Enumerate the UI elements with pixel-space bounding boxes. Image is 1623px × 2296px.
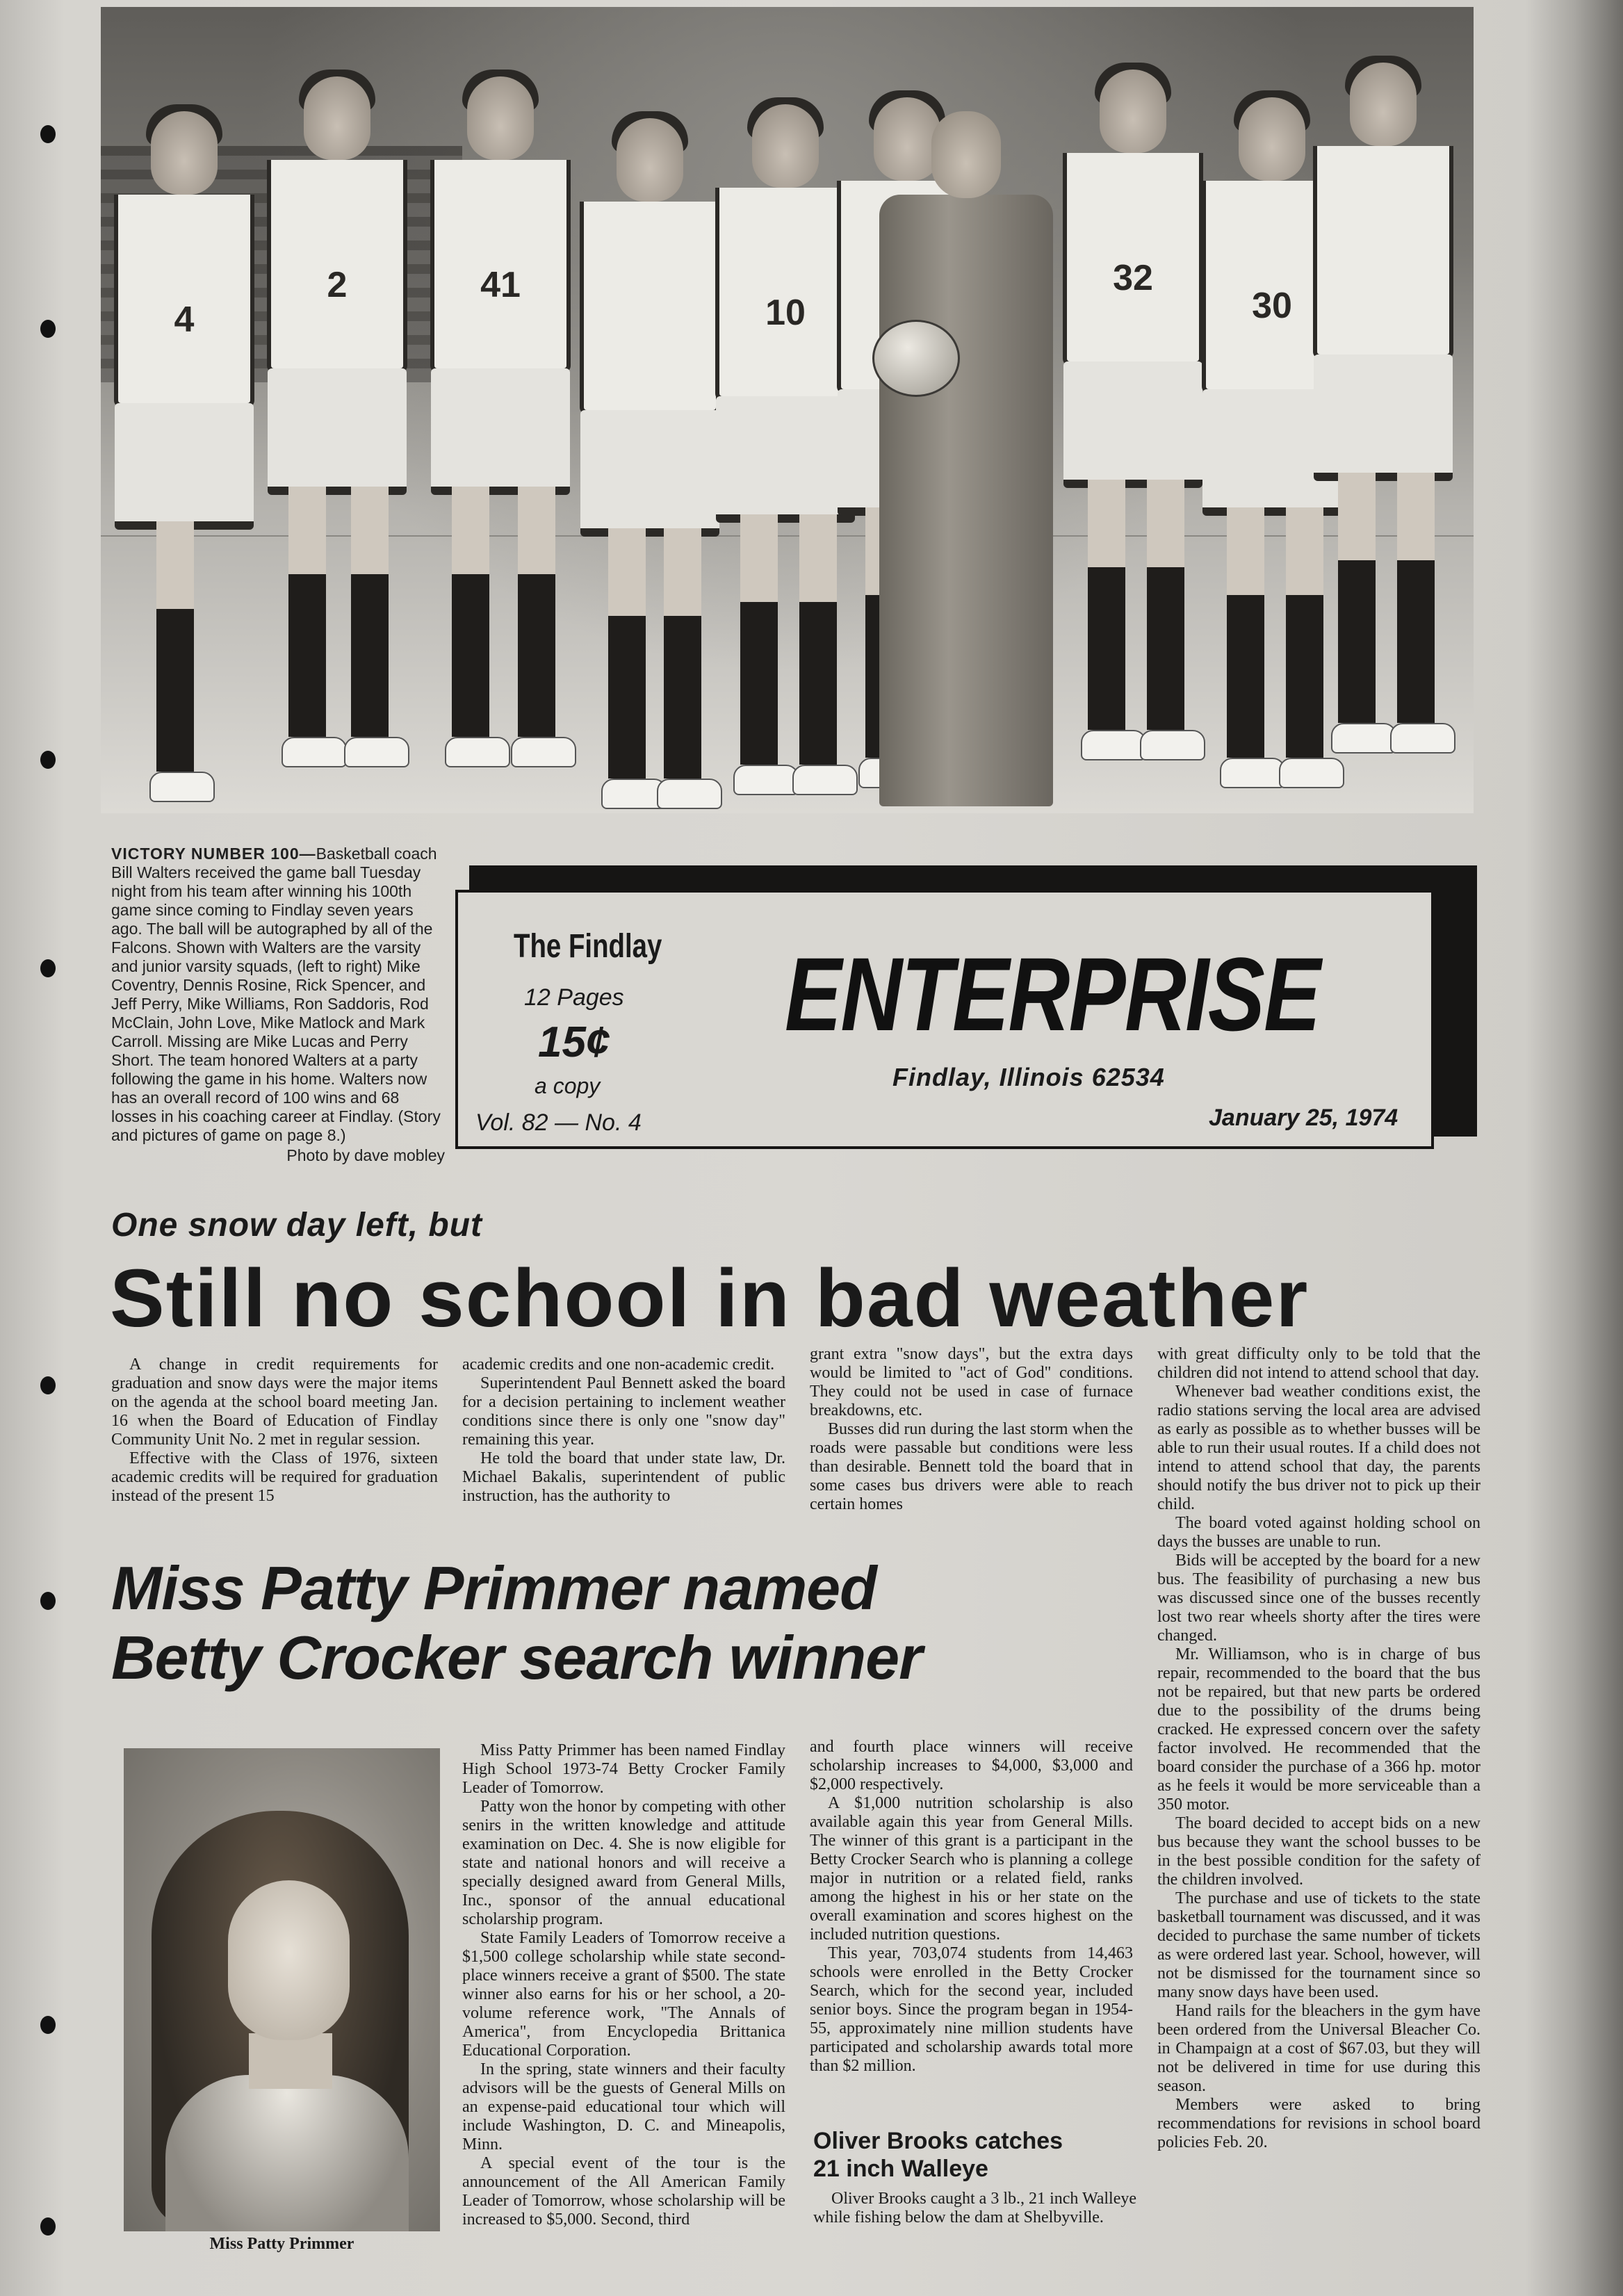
paragraph: Bids will be accepted by the board for a new bus. The feasibility of purchasing a new bus was discussed since one of the busses recently lost two rear wheels shorty after the tires were changed. bbox=[1157, 1552, 1481, 1645]
jersey-number: 2 bbox=[327, 265, 348, 305]
paragraph: Patty won the honor by competing with other senirs in the written knowledge and attitude examination on Dec. 4. She is now eligible for state and national honors and will receive a specially designed award from General Mills, Inc., sponsor of the annual educational scholarship program. bbox=[462, 1798, 785, 1928]
paragraph: Hand rails for the bleachers in the gym have been ordered from the Universal Bleacher Co. in Champaign at a cost of $67.03, but they will not be delivered in time for use during this season. bbox=[1157, 2002, 1481, 2095]
masthead-copy: a copy bbox=[535, 1073, 601, 1098]
binder-hole bbox=[40, 1376, 56, 1394]
team-photo bbox=[101, 7, 1474, 813]
player-figure bbox=[1060, 70, 1206, 792]
paragraph: A $1,000 nutrition scholarship is also available again this year from General Mills. The winner of this grant is a participant in the Betty Crocker Search who is planning a college major in nutrition or a related field, ranks among the highest in his or her state on the overall examination and scores highest on the included nutrition questions. bbox=[810, 1794, 1133, 1944]
photo-caption bbox=[111, 845, 445, 1165]
paragraph: Superintendent Paul Bennett asked the board for a decision pertaining to inclement weather conditions since there is only one "snow day" remaining this year. bbox=[462, 1374, 785, 1449]
paragraph: and fourth place winners will receive scholarship increases to $4,000, $3,000 and $2,000 respectively. bbox=[810, 1738, 1133, 1793]
story1-column-1 bbox=[111, 1355, 438, 1506]
masthead bbox=[455, 890, 1434, 1149]
player-figure bbox=[1310, 63, 1456, 792]
player-figure bbox=[115, 111, 254, 792]
caption-lead: VICTORY NUMBER 100— bbox=[111, 845, 316, 863]
paragraph: The board decided to accept bids on a new bus because they want the school busses to be in the best possible condition for the safety of the children involved. bbox=[1157, 1814, 1481, 1889]
paragraph: academic credits and one non-academic credit. bbox=[462, 1355, 775, 1374]
jersey-number: 4 bbox=[174, 300, 195, 340]
paragraph: This year, 703,074 students from 14,463 schools were enrolled in the Betty Crocker Search, which for the second year, included senior boys. Since the program began in 1954-55, approximately nine million students have participated and scholarship awards total more than $2 million. bbox=[810, 1944, 1133, 2075]
game-ball bbox=[872, 320, 960, 397]
masthead-the-findlay: The Findlay bbox=[514, 928, 662, 965]
portrait-caption: Miss Patty Primmer bbox=[209, 2235, 354, 2253]
jersey-number: 10 bbox=[765, 293, 806, 333]
paragraph: with great difficulty only to be told that the children did not intend to attend school that day. bbox=[1157, 1345, 1481, 1382]
paragraph: Members were asked to bring recommendations for revisions in school board policies Feb. 20. bbox=[1157, 2096, 1481, 2151]
masthead-pages: 12 Pages bbox=[524, 984, 624, 1011]
paragraph: Effective with the Class of 1976, sixteen academic credits will be required for graduation instead of the present 15 bbox=[111, 1449, 438, 1505]
binder-hole bbox=[40, 751, 56, 769]
caption-text: Basketball coach Bill Walters received the game ball Tuesday night from his team after winning his 100th game since coming to Findlay seven years ago. The ball will be autographed by all of the Falcons. Shown with Walters are the varsity and junior varsity squads, (left to right) Mike Coventry, Dennis Rosine, Rick Spencer, and Jeff Perry, Mike Williams, Ron Saddoris, Rod McClain, John Love, Mike Matlock and Mark Carroll. Missing are Mike Lucas and Perry Short. The team honored Walters at a party following the game in his home. Walters now has an overall record of 100 wins and 68 losses in his coaching career at Findlay. (Story and pictures of game on page 8.) bbox=[111, 845, 441, 1144]
story2-headline bbox=[111, 1554, 922, 1693]
story1-headline: Still no school in bad weather bbox=[110, 1253, 1310, 1344]
story1-column-4 bbox=[1157, 1345, 1481, 2152]
patty-primmer-portrait bbox=[124, 1748, 440, 2231]
binder-hole bbox=[40, 320, 56, 338]
paragraph: Whenever bad weather conditions exist, the radio stations serving the local area are advised as early as possible as to whether busses will be able to run their usual routes. If a child does not intend to attend school that day, the parents should notify the bus driver not to pick up their child. bbox=[1157, 1383, 1481, 1513]
headline-line: Betty Crocker search winner bbox=[111, 1623, 922, 1692]
paragraph: State Family Leaders of Tomorrow receive a $1,500 college scholarship while state second-place winners receive a grant of $500. The state winner also earns for his or her school, a 20-volume reference work, "The Annals of America", from Encyclopedia Brittanica Educational Corporation. bbox=[462, 1929, 785, 2060]
masthead-title: ENTERPRISE bbox=[785, 936, 1320, 1052]
masthead-volume: Vol. 82 — No. 4 bbox=[475, 1109, 642, 1136]
paragraph: He told the board that under state law, Dr. Michael Bakalis, superintendent of public instruction, has the authority to bbox=[462, 1449, 785, 1505]
coach-figure bbox=[879, 111, 1053, 806]
headline-line: Miss Patty Primmer named bbox=[111, 1554, 876, 1622]
story1-column-3 bbox=[810, 1345, 1133, 1514]
story1-kicker: One snow day left, but bbox=[111, 1207, 483, 1244]
binder-hole bbox=[40, 125, 56, 143]
paragraph: Oliver Brooks caught a 3 lb., 21 inch Walleye while fishing below the dam at Shelbyville. bbox=[813, 2190, 1136, 2226]
jersey-number: 41 bbox=[480, 265, 521, 305]
paragraph: The board voted against holding school on days the busses are unable to run. bbox=[1157, 1514, 1481, 1551]
player-figure bbox=[421, 76, 580, 792]
photo-credit: Photo by dave mobley bbox=[286, 1146, 445, 1164]
binder-hole bbox=[40, 2016, 56, 2034]
story2-column-2 bbox=[810, 1738, 1133, 2076]
paragraph: Busses did run during the last storm when the roads were passable but conditions were less than desirable. Bennett told the board that in some cases bus drivers were able to reach certain homes bbox=[810, 1420, 1133, 1513]
story3-headline bbox=[813, 2127, 1063, 2183]
binder-hole bbox=[40, 1592, 56, 1610]
paragraph: grant extra "snow days", but the extra days would be limited to "act of God" conditions. They could not be used in case of furnace breakdowns, etc. bbox=[810, 1345, 1133, 1419]
paragraph: Miss Patty Primmer has been named Findlay High School 1973-74 Betty Crocker Family Leader of Tomorrow. bbox=[462, 1741, 785, 1797]
paragraph: A change in credit requirements for graduation and snow days were the major items on the agenda at the school board meeting Jan. 16 when the Board of Education of Findlay Community Unit No. 2 met in regular session. bbox=[111, 1355, 438, 1449]
masthead-price: 15¢ bbox=[538, 1018, 610, 1066]
headline-line: Oliver Brooks catches bbox=[813, 2128, 1063, 2154]
headline-line: 21 inch Walleye bbox=[813, 2156, 988, 2182]
player-figure bbox=[580, 118, 719, 792]
jersey-number: 30 bbox=[1252, 286, 1292, 326]
jersey-number: 32 bbox=[1113, 258, 1153, 298]
paragraph: In the spring, state winners and their faculty advisors will be the guests of General Mills on an expense-paid educational tour which will include Washington, D. C. and Mineapolis, Minn. bbox=[462, 2060, 785, 2153]
binder-hole bbox=[40, 2217, 56, 2236]
masthead-date: January 25, 1974 bbox=[1209, 1105, 1398, 1131]
paragraph: Mr. Williamson, who is in charge of bus repair, recommended to the board that the bus not be repaired, but that new parts be ordered due to the possibility of the drums being cracked. He expressed concern over the safety factor involved. He recommended that the board consider the purchase of a 366 hp. motor as he feels it would be more serviceable than a 350 motor. bbox=[1157, 1645, 1481, 1814]
player-figure bbox=[261, 76, 414, 792]
binder-hole bbox=[40, 959, 56, 977]
story2-column-1 bbox=[462, 1741, 785, 2229]
story3-body bbox=[813, 2190, 1136, 2227]
masthead-city: Findlay, Illinois 62534 bbox=[892, 1063, 1165, 1091]
story1-column-2 bbox=[462, 1355, 785, 1506]
paragraph: A special event of the tour is the announcement of the All American Family Leader of Tomorrow, whose scholarship will be increased to $5,000. Second, third bbox=[462, 2154, 785, 2229]
paragraph: The purchase and use of tickets to the state basketball tournament was discussed, and it was decided to purchase the same number of tickets as were ordered last year. School, however, will not be dismissed for the tournament since so many snow days have been used. bbox=[1157, 1889, 1481, 2001]
